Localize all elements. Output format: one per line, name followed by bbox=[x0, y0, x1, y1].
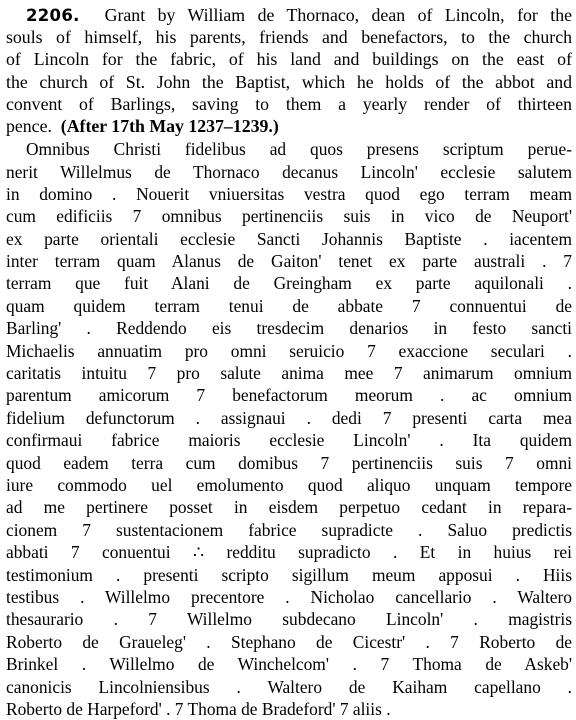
charter-line: testibus . Willelmo precentore . Nicholao cancellario . Waltero bbox=[6, 586, 572, 607]
charter-line: ex parte orientali ecclesie Sancti Johannis Baptiste . iacentem bbox=[6, 228, 572, 249]
document-page bbox=[6, 4, 572, 720]
charter-line: quam quidem terram tenui de abbate 7 connuentui de bbox=[6, 295, 572, 316]
charter-line: Roberto de Harpeford' . 7 Thoma de Bradeford' 7 aliis . bbox=[6, 698, 391, 719]
charter-line: inter terram quam Alanus de Gaiton' tenet ex parte australi . 7 bbox=[6, 251, 572, 272]
charter-line: fidelium defunctorum . assignaui . dedi 7 presenti carta mea bbox=[6, 407, 572, 428]
charter-line: confirmaui fabrice maioris ecclesie Lincoln' . Ita quidem bbox=[6, 430, 572, 451]
charter-line: nerit Willelmus de Thornaco decanus Lincoln' ecclesie salutem bbox=[6, 161, 572, 182]
charter-line: abbati 7 conuentui ∴ redditu supradicto . Et in huius rei bbox=[6, 542, 572, 563]
charter-line: cionem 7 sustentacionem fabrice supradicte . Saluo predictis bbox=[6, 519, 572, 540]
charter-line: parentum amicorum 7 benefactorum meorum . ac omnium bbox=[6, 385, 572, 406]
date-note: (After 17th May 1237–1239.) bbox=[60, 115, 279, 136]
charter-line: testimonium . presenti scripto sigillum meum apposui . Hiis bbox=[6, 564, 572, 585]
charter-line: Barling' . Reddendo eis tresdecim denarios in festo sancti bbox=[6, 318, 572, 339]
charter-line: Omnibus Christi fidelibus ad quos presens scriptum perue- bbox=[26, 139, 572, 160]
charter-line: terram que fuit Alani de Greingham ex parte aquilonali . bbox=[6, 273, 572, 294]
summary-line: convent of Barlings, saving to them a yearly render of thirteen bbox=[6, 93, 572, 114]
charter-line: cum edificiis 7 omnibus pertinenciis suis in vico de Neuport' bbox=[6, 206, 572, 227]
charter-line: in domino . Nouerit vniuersitas vestra quod ego terram meam bbox=[6, 183, 572, 204]
summary-line: souls of himself, his parents, friends and benefactors, to the church bbox=[6, 27, 572, 48]
summary-line: of Lincoln for the fabric, of his land and buildings on the east of bbox=[6, 49, 572, 70]
charter-line: quod eadem terra cum domibus 7 pertinenciis suis 7 omni bbox=[6, 452, 572, 473]
charter-text bbox=[6, 138, 572, 720]
charter-line: ad me pertinere posset in eisdem perpetuo cedant in repara- bbox=[6, 497, 572, 518]
entry-summary bbox=[6, 4, 572, 137]
entry-number: 2206. bbox=[26, 6, 80, 25]
charter-line: thesaurario . 7 Willelmo subdecano Lincoln' . magistris bbox=[6, 609, 572, 630]
charter-line: Michaelis annuatim pro omni seruicio 7 exaccione seculari . bbox=[6, 340, 572, 361]
charter-line: canonicis Lincolniensibus . Waltero de Kaiham capellano . bbox=[6, 676, 572, 697]
summary-line: the church of St. John the Baptist, which he holds of the abbot and bbox=[6, 71, 572, 92]
charter-line: Roberto de Graueleg' . Stephano de Cicestr' . 7 Roberto de bbox=[6, 631, 572, 652]
summary-line: 2206. Grant by William de Thornaco, dean of Lincoln, for the bbox=[26, 5, 572, 25]
charter-line: Brinkel . Willelmo de Winchelcom' . 7 Thoma de Askeb' bbox=[6, 654, 572, 675]
charter-line: caritatis intuitu 7 pro salute anima mee 7 animarum omnium bbox=[6, 363, 572, 384]
charter-line: iure commodo uel emolumento quod aliquo unquam tempore bbox=[6, 474, 572, 495]
summary-line: pence. (After 17th May 1237–1239.) bbox=[6, 115, 279, 136]
